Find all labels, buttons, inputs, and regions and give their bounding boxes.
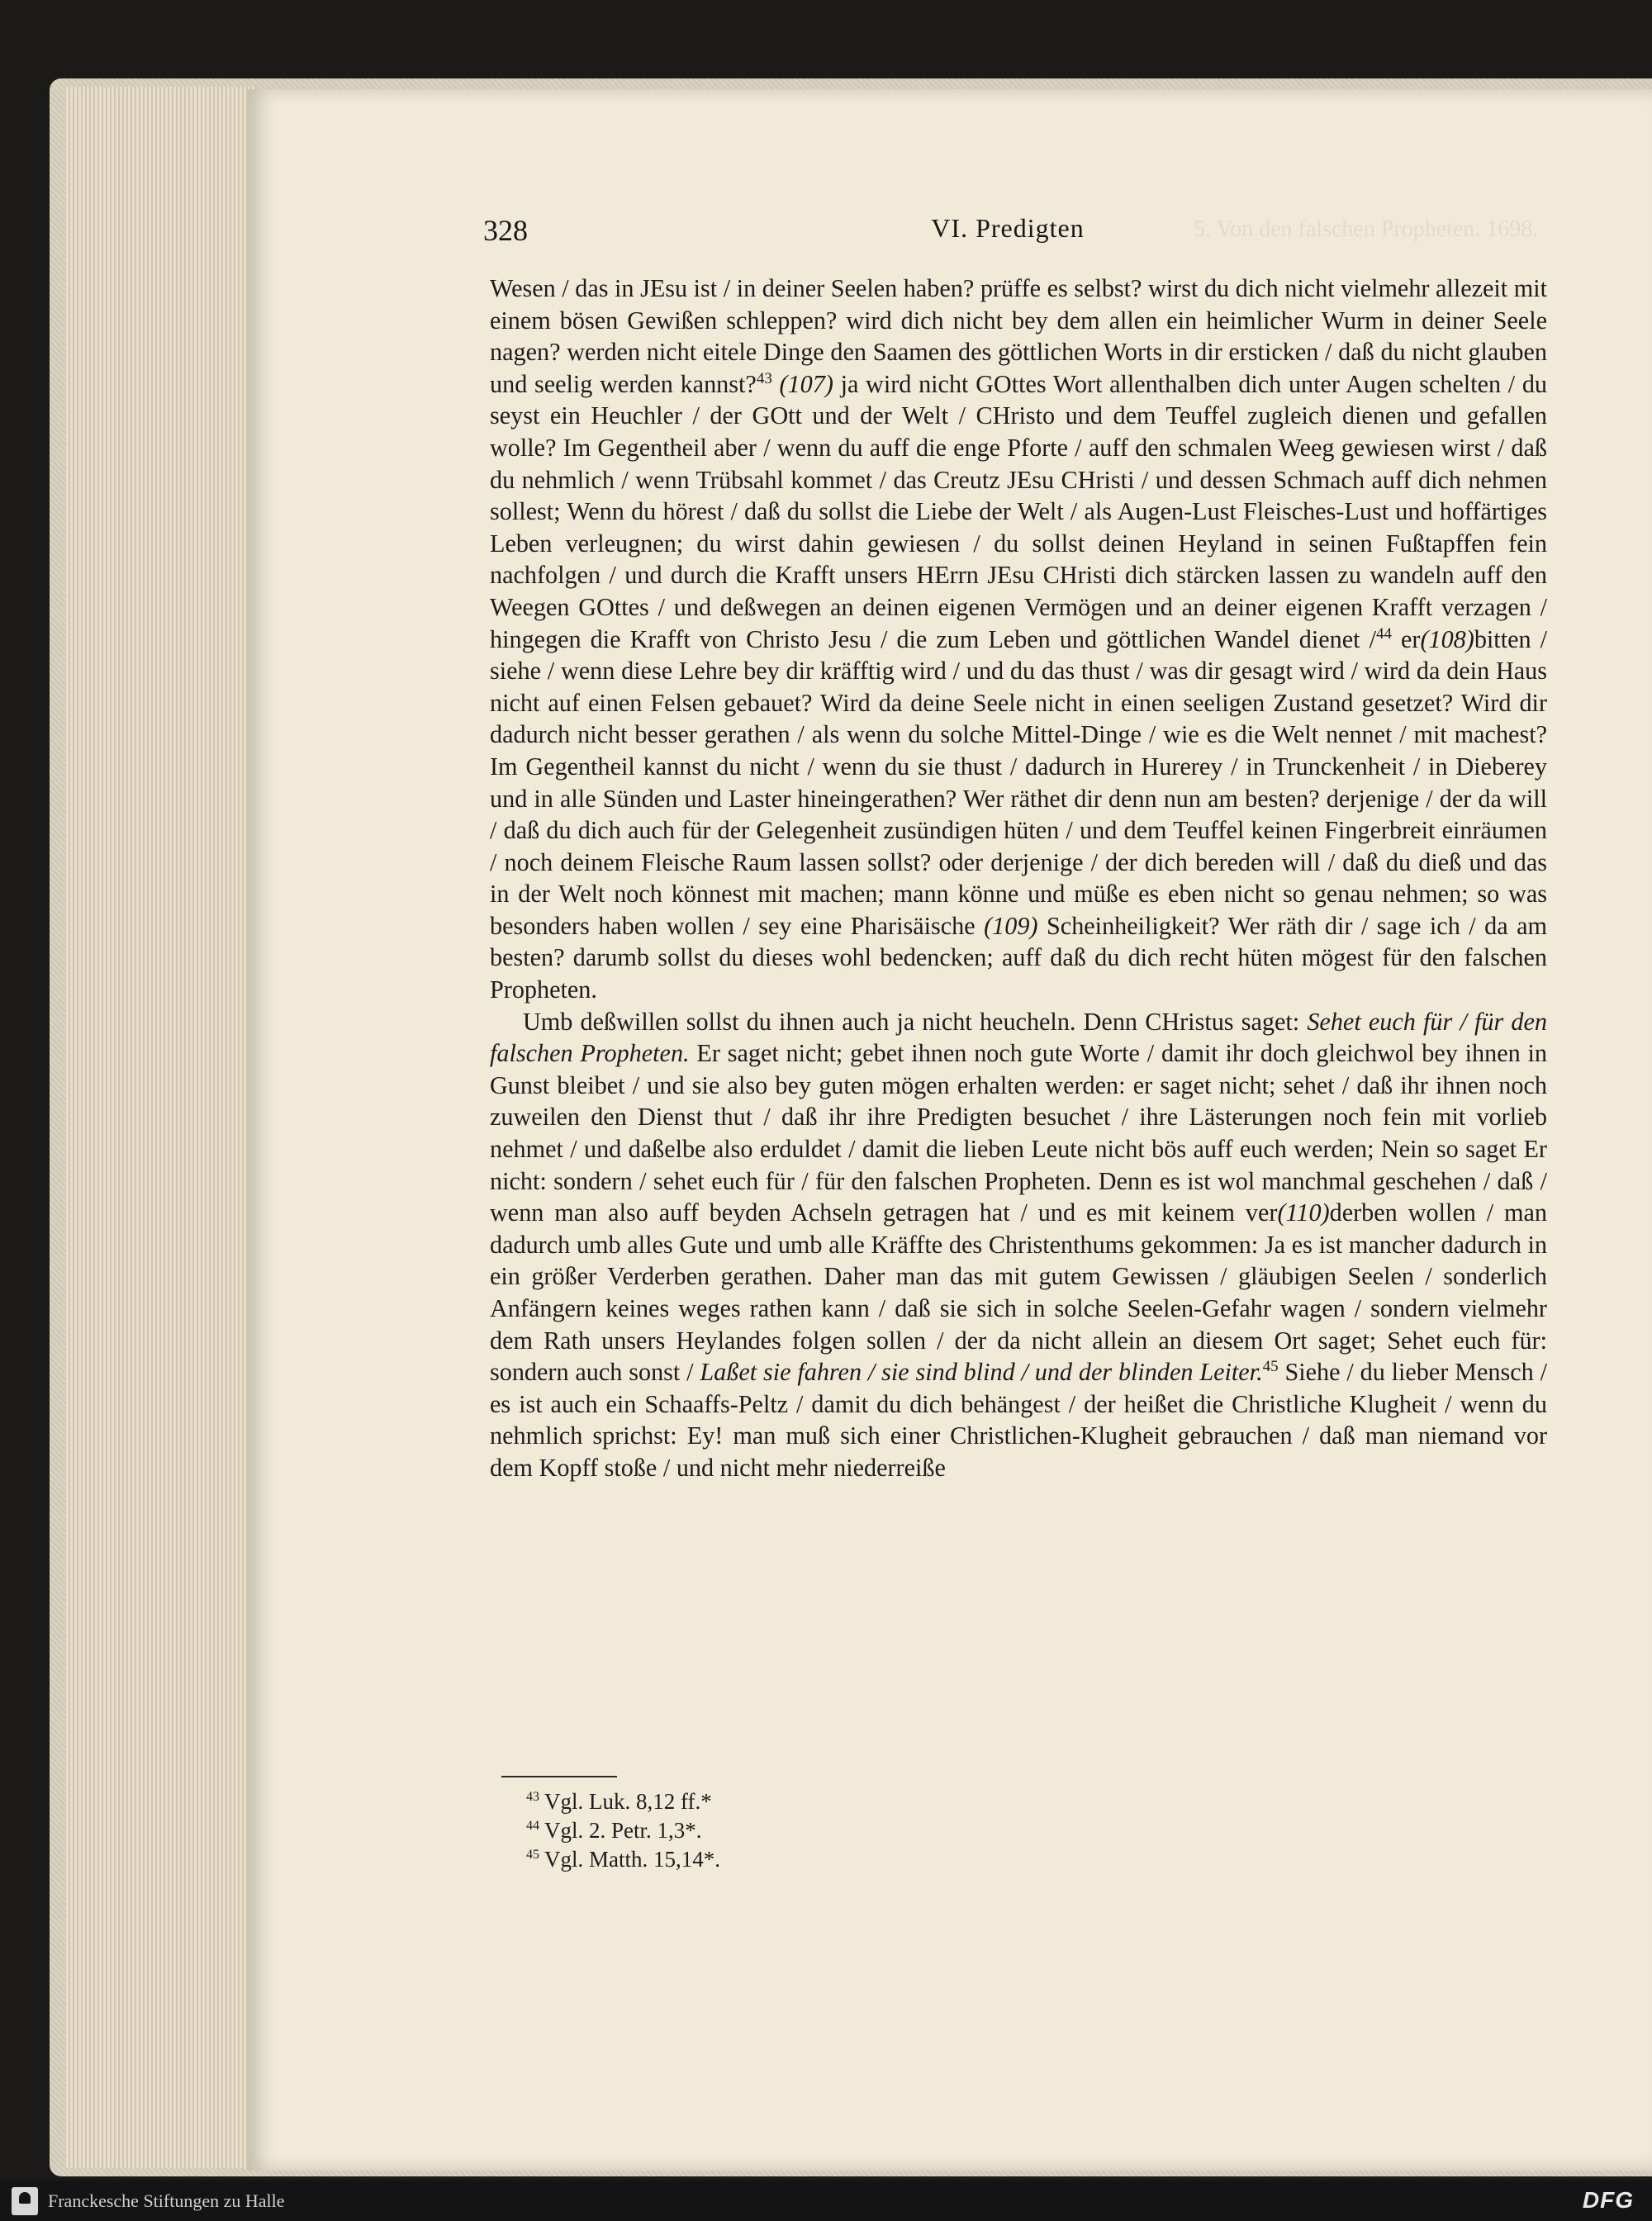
footnote-45	[526, 1845, 720, 1874]
footnote-43	[526, 1787, 720, 1816]
text-span: Scheinheiligkeit? Wer räth dir / sage ich / da am besten? darumb sollst du dieses wohl bedencken; auff daß du dich recht hüten mögest für den falschen Propheten.	[490, 911, 1548, 1004]
page-header	[483, 213, 1532, 254]
page-edges	[66, 87, 256, 2168]
paragraph-1	[490, 273, 1547, 1006]
footnote-text: Vgl. Matth. 15,14*.	[544, 1847, 720, 1872]
margin-ref-108: (108)	[1420, 624, 1474, 653]
italic-quote: Laßet sie fahren / sie sind blind / und der blinden Leiter.	[700, 1358, 1263, 1387]
text-span: Umb deßwillen sollst du ihnen auch ja nicht heucheln. Denn CHristus saget:	[523, 1007, 1308, 1036]
footnote-number: 44	[526, 1819, 539, 1833]
italic-quote: Sehet euch für / für den falschen Propheten.	[490, 1007, 1547, 1068]
margin-ref-107: (107)	[771, 369, 841, 398]
text-span: bitten / siehe / wenn diese Lehre bey dir kräfftig wird / und du das thust / was dir gesagt wird / wird da dein Haus nicht auf einen Felsen gebauet? Wird da deine Seele nicht in einen seeligen Zustand gesetzet? Wird dir dadurch nicht besser gerathen / als wenn du solche Mittel-Dinge / wie es die Welt nennet / mit machest? Im Gegentheil kannst du nicht / wenn du sie thust / dadurch in Hurerey / in Trunckenheit / in Dieberey und in alle Sünden und Laster hineingerathen? Wer räthet dir denn nun am besten? derjenige / der da will / daß du dich auch für der Gelegenheit zusündigen hüten / und dem Teuffel keinen Fingerbreit einräumen / noch deinem Fleische Raum lassen sollst? oder derjenige / der dich bereden will / daß du dieß und das in der Welt noch könnest mit machen; mann könne und müße es eben nicht so genau nehmen; so was besonders haben wollen / sey eine Pharisäische	[490, 624, 1547, 940]
footnotes	[526, 1787, 720, 1874]
footer-bar	[0, 2181, 1652, 2221]
text-span: Wesen / das in JEsu ist / in deiner Seelen haben? prüffe es selbst? wirst du dich nicht vielmehr allezeit mit einem bösen Gewißen schleppen? wird dich nicht bey dem allen ein heimlicher Wurm in deiner Seele nagen? werden nicht eitele Dinge den Saamen des göttlichen Worts in dir ersticken / daß du nicht glauben und seelig werden kannst?	[490, 274, 1547, 398]
text-span: Siehe / du lieber Mensch / es ist auch ein Schaaffs-Peltz / damit du dich behängest / der heißet die Christliche Klugheit / wenn du nehmlich sprichst: Ey! man muß sich einer Christlichen-Klugheit gebrauchen / daß man niemand vor dem Kopff stoße / und nicht mehr niederreiße	[490, 1358, 1547, 1482]
dfg-logo: DFG	[1582, 2187, 1634, 2213]
text-span: derben wollen / man dadurch umb alles Gute und umb alle Kräffte des Christenthums gekommen: Ja es ist mancher dadurch in ein größer Verderben gerathen. Daher man das mit gutem Gewissen / gläubigen Seelen / sonderlich Anfängern keines weges rathen kann / daß sie sich in solche Seelen-Gefahr wagen / sondern vielmehr dem Rath unsers Heylandes folgen sollen / der da nicht allein an diesem Ort saget; Sehet euch für: sondern auch sonst /	[490, 1198, 1548, 1387]
body-text	[490, 273, 1547, 1484]
text-span: ja wird nicht GOttes Wort allenthalben dich unter Augen schelten / du seyst ein Heuchler / der GOtt und der Welt / CHristo und dem Teuffel zugleich dienen und gefallen wolle? Im Gegentheil aber / wenn du auff die enge Pforte / auff den schmalen Weeg gewiesen wirst / daß du nehmlich / wenn Trübsahl kommet / das Creutz JEsu CHristi / und dessen Schmach auff dich nehmen sollest; Wenn du hörest / daß du sollst die Liebe der Welt / als Augen-Lust Fleisches-Lust und hoffärtiges Leben verleugnen; du wirst dahin gewiesen / du sollst deinen Heyland in seinen Fußtapffen fein nachfolgen / und durch die Krafft unsers HErrn JEsu CHristi dich stärcken lassen zu wandeln auff den Weegen GOttes / und deßwegen an deinen eigenen Vermögen und an deiner eigenen Krafft verzagen / hingegen die Krafft von Christo Jesu / die zum Leben und göttlichen Wandel dienet /	[490, 369, 1548, 653]
footnote-ref-43: 43	[756, 369, 772, 387]
running-head: VI. Predigten	[931, 213, 1085, 243]
institution-name: Franckesche Stiftungen zu Halle	[48, 2190, 285, 2211]
paragraph-2	[490, 1006, 1547, 1484]
footnote-ref-45: 45	[1262, 1358, 1279, 1376]
institution-logo-icon	[12, 2187, 38, 2215]
page-number: 328	[483, 214, 528, 247]
footnote-rule	[501, 1776, 617, 1777]
footnote-text: Vgl. 2. Petr. 1,3*.	[544, 1818, 702, 1843]
margin-ref-110: (110)	[1277, 1198, 1330, 1227]
bleed-through-text: 5. Von den falschen Propheten. 1698.	[1194, 216, 1539, 242]
footnote-number: 45	[526, 1848, 539, 1862]
text-span: Er saget nicht; gebet ihnen noch gute Worte / damit ihr doch gleichwol bey ihnen in Gunst bleibet / und sie also bey guten mögen erhalten werden: er saget nicht; sehet / daß ihr ihnen noch zuweilen den Dienst thut / daß ihr ihre Predigten besuchet / ihre Lästerungen noch fein mit vorlieb nehmet / und daßelbe also erduldet / damit die lieben Leute nicht bös auff euch werden; Nein so saget Er nicht: sondern / sehet euch für / für den falschen Propheten. Denn es ist wol manchmal geschehen / daß / wenn man also auff beyden Achseln getragen hat / und es mit keinem ver	[490, 1039, 1547, 1227]
footnote-number: 43	[526, 1790, 539, 1804]
footnote-text: Vgl. Luk. 8,12 ff.*	[544, 1789, 712, 1814]
footnote-44	[526, 1816, 720, 1845]
footnote-ref-44: 44	[1375, 624, 1392, 643]
margin-ref-109: (109)	[975, 911, 1047, 940]
text-span: er	[1391, 624, 1421, 653]
